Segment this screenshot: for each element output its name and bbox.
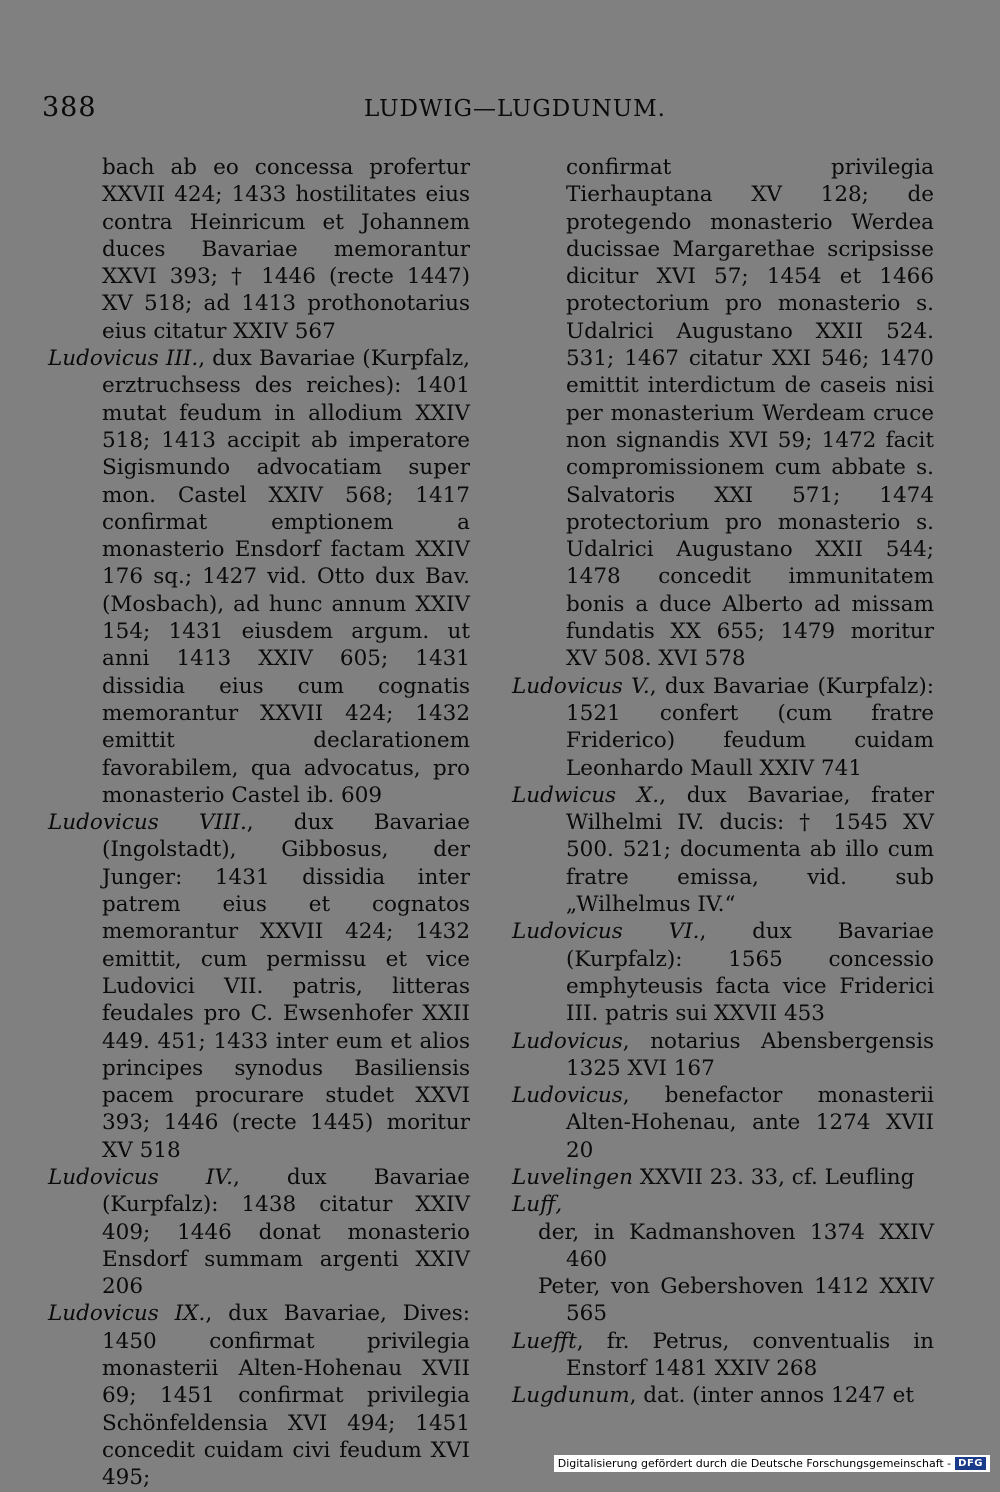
index-entry bbox=[512, 1028, 934, 1083]
index-entry bbox=[512, 1328, 934, 1383]
index-entry bbox=[512, 782, 934, 918]
sub-entry bbox=[512, 1273, 934, 1328]
entry-text: der, in Kadmanshoven 1374 XXIV 460 bbox=[538, 1219, 934, 1272]
entry-headword: Ludovicus bbox=[512, 1028, 623, 1054]
entry-headword: Ludovicus VIII. bbox=[48, 810, 247, 836]
entry-headword: Ludovicus IV. bbox=[48, 1164, 233, 1190]
entry-headword: Ludovicus IX. bbox=[48, 1301, 206, 1327]
index-entry bbox=[48, 345, 470, 809]
dfg-logo: DFG bbox=[955, 1457, 986, 1470]
index-entry bbox=[48, 1300, 470, 1491]
entry-text: Peter, von Gebershoven 1412 XXIV 565 bbox=[538, 1274, 934, 1327]
index-entry bbox=[512, 1382, 934, 1409]
index-entry bbox=[48, 1164, 470, 1300]
entry-headword: Ludwicus X. bbox=[512, 782, 660, 808]
entry-continuation bbox=[512, 154, 934, 673]
entry-continuation bbox=[48, 154, 470, 345]
entry-headword: Ludovicus III. bbox=[48, 346, 199, 372]
index-entry bbox=[512, 1164, 934, 1191]
entry-headword: Luvelingen bbox=[512, 1164, 633, 1190]
running-title: LUDWIG—LUGDUNUM. bbox=[364, 96, 666, 122]
entry-text: , dux Bavariae (Kurpfalz, erztruchsess des reiches): 1401 mutat feudum in allodium XXIV 518; 1413 accipit ab imperatore Sigismundo advocatiam super mon. Castel XXIV 568; 1417 confirmat emptionem a monasterio Ensdorf factam XXIV 176 sq.; 1427 vid. Otto dux Bav. (Mosbach), ad hunc annum XXIV 154; 1431 eiusdem argum. ut anni 1413 XXIV 605; 1431 dissidia eius cum cognatis memorantur XXVII 424; 1432 emittit declarationem favorabilem, qua advocatus, pro monasterio Castel ib. 609 bbox=[102, 346, 470, 808]
entry-text: , dux Bavariae (Kurpfalz): 1521 confert (cum fratre Friderico) feudum cuidam Leonhardo Maull XXIV 741 bbox=[566, 673, 934, 781]
entry-text: , benefactor monasterii Alten-Hohenau, ante 1274 XVII 20 bbox=[566, 1083, 934, 1163]
index-entry bbox=[512, 673, 934, 782]
entry-text: , dux Bavariae (Ingolstadt), Gibbosus, der Junger: 1431 dissidia inter patrem eius et cognatos memorantur XXVII 424; 1432 emittit, cum permissu et vice Ludovici VII. patris, litteras feudales pro C. Ewsenhofer XXII 449. 451; 1433 inter eum et alios principes synodus Basiliensis pacem procurare studet XXVI 393; 1446 (recte 1445) moritur XV 518 bbox=[102, 810, 470, 1163]
left-column bbox=[48, 154, 470, 1492]
entry-headword: Ludovicus V. bbox=[512, 673, 650, 699]
entry-headword: Luefft bbox=[512, 1328, 577, 1354]
entry-headword: Luff, bbox=[512, 1192, 563, 1218]
digitization-footer bbox=[554, 1455, 990, 1472]
page-number: 388 bbox=[42, 92, 97, 123]
index-entry bbox=[512, 1082, 934, 1164]
right-column bbox=[512, 154, 934, 1410]
index-entry bbox=[512, 918, 934, 1027]
footer-text: Digitalisierung gefördert durch die Deutsche Forschungsgemeinschaft - bbox=[557, 1457, 952, 1470]
entry-headword: Lugdunum bbox=[512, 1383, 630, 1409]
entry-text: , dux Bavariae, Dives: 1450 confirmat privilegia monasterii Alten-Hohenau XVII 69; 1451 confirmat privilegia Schönfeldensia XVI 494; 1451 concedit cuidam civi feudum XVI 495; bbox=[102, 1301, 470, 1491]
index-entry bbox=[48, 809, 470, 1164]
entry-headword: Ludovicus bbox=[512, 1083, 623, 1109]
entry-text: , dat. (inter annos 1247 et bbox=[629, 1383, 914, 1409]
entry-text: , dux Bavariae (Kurpfalz): 1438 citatur XXIV 409; 1446 donat monasterio Ensdorf summam argenti XXIV 206 bbox=[102, 1164, 470, 1300]
entry-text: bach ab eo concessa profertur XXVII 424; 1433 hostilitates eius contra Heinricum et Johannem duces Bavariae memorantur XXVI 393; † 1446 (recte 1447) XV 518; ad 1413 prothonotarius eius citatur XXIV 567 bbox=[102, 155, 470, 344]
entry-text: , dux Bavariae, frater Wilhelmi IV. ducis: † 1545 XV 500. 521; documenta ab illo cum fratre emissa, vid. sub „Wilhelmus IV.“ bbox=[566, 782, 934, 918]
entry-text: , notarius Abensbergensis 1325 XVI 167 bbox=[566, 1028, 934, 1081]
entry-text: , dux Bavariae (Kurpfalz): 1565 concessio emphyteusis facta vice Friderici III. patris sui XXVII 453 bbox=[566, 919, 934, 1027]
entry-headword: Ludovicus VI. bbox=[512, 919, 700, 945]
sub-entry bbox=[512, 1219, 934, 1274]
entry-text: XXVII 23. 33, cf. Leufling bbox=[632, 1164, 915, 1190]
entry-text: , fr. Petrus, conventualis in Enstorf 1481 XXIV 268 bbox=[566, 1328, 934, 1382]
entry-text: confirmat privilegia Tierhauptana XV 128; de protegendo monasterio Werdea ducissae Margarethae scripsisse dicitur XVI 57; 1454 et 1466 protectorium pro monasterio s. Udalrici Augustano XXII 524. 531; 1467 citatur XXI 546; 1470 emittit interdictum de caseis nisi per monasterium Werdeam cruce non signandis XVI 59; 1472 facit compromissionem cum abbate s. Salvatoris XXI 571; 1474 protectorium pro monasterio s. Udalrici Augustano XXII 544; 1478 concedit immunitatem bonis a duce Alberto ad missam fundatis XX 655; 1479 moritur XV 508. XVI 578 bbox=[566, 155, 934, 672]
index-entry bbox=[512, 1191, 934, 1218]
